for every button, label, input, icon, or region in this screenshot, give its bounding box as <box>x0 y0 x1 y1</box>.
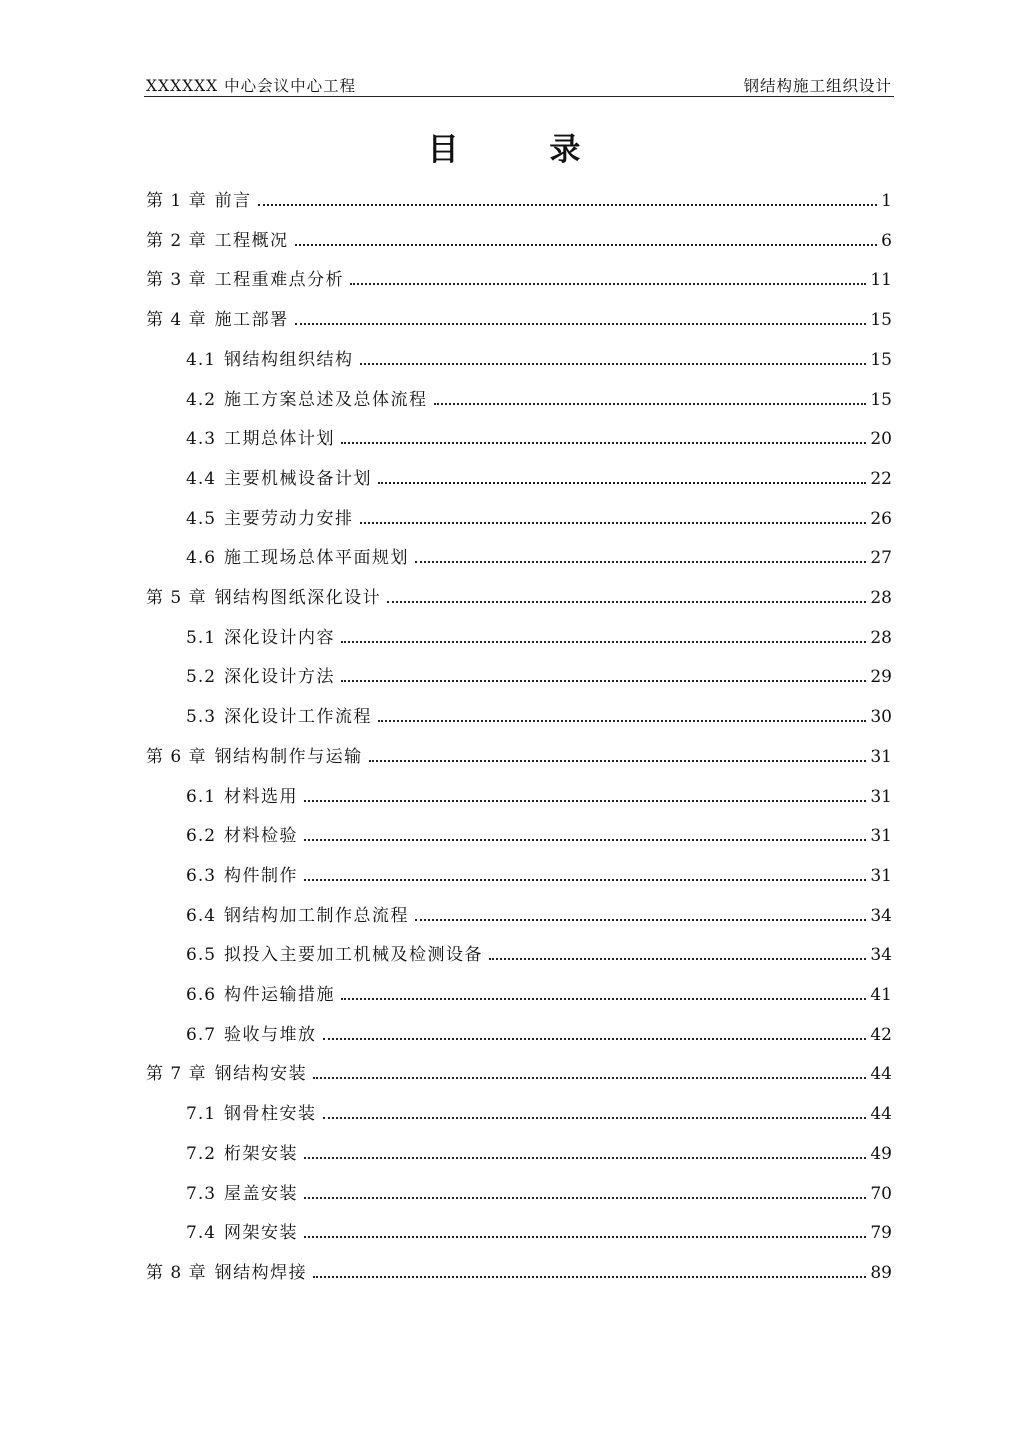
toc-entry-number: 第 6 章 <box>146 746 207 767</box>
toc-entry-number: 6.1 <box>186 786 217 807</box>
toc-dot-leader <box>341 680 866 682</box>
toc-dot-leader <box>341 998 866 1000</box>
toc-dot-leader <box>415 561 866 563</box>
toc-page-number: 89 <box>870 1262 892 1283</box>
toc-page-number: 41 <box>870 985 892 1005</box>
toc-page-number: 29 <box>870 667 892 688</box>
toc-entry-label <box>146 186 252 211</box>
toc-page-number: 30 <box>870 707 892 728</box>
toc-entry-number: 4.3 <box>186 429 217 450</box>
toc-page-number: 31 <box>870 786 892 807</box>
toc-dot-leader <box>304 800 866 802</box>
toc-entry-number: 6.5 <box>186 945 217 966</box>
toc-dot-leader <box>323 1117 867 1119</box>
toc-section-entry[interactable] <box>186 783 892 807</box>
toc-section-entry[interactable] <box>186 663 892 687</box>
toc-dot-leader <box>341 442 866 444</box>
toc-page-number: 20 <box>870 429 892 450</box>
toc-entry-text: 拟投入主要加工机械及检测设备 <box>224 945 484 966</box>
toc-page-number: 44 <box>870 1104 892 1125</box>
toc-section-entry[interactable] <box>186 465 892 489</box>
toc-entry-label <box>146 742 363 767</box>
toc-entry-label <box>146 305 289 330</box>
toc-entry-number: 第 1 章 <box>146 191 207 211</box>
toc-entry-number: 第 2 章 <box>146 230 207 251</box>
toc-entry-number: 4.1 <box>186 349 217 370</box>
toc-entry-number: 5.1 <box>186 627 217 648</box>
toc-dot-leader <box>434 403 867 405</box>
toc-entry-label <box>186 980 335 1005</box>
toc-dot-leader <box>415 919 866 921</box>
toc-page-number: 11 <box>870 270 892 291</box>
toc-entry-text: 钢骨柱安装 <box>224 1104 317 1125</box>
toc-entry-label <box>186 385 428 410</box>
toc-dot-leader <box>387 601 866 603</box>
toc-entry-label <box>146 583 381 608</box>
toc-page-number: 15 <box>870 349 892 370</box>
toc-section-entry[interactable] <box>186 862 892 886</box>
toc-entry-number: 5.2 <box>186 667 217 688</box>
toc-entry-text: 构件运输措施 <box>224 985 336 1005</box>
toc-section-entry[interactable] <box>186 822 892 846</box>
toc-entry-text: 材料选用 <box>224 786 299 807</box>
toc-entry-text: 主要机械设备计划 <box>224 468 373 489</box>
toc-entry-text: 前言 <box>214 191 252 211</box>
toc-page-number: 70 <box>870 1183 892 1204</box>
toc-dot-leader <box>304 879 866 881</box>
toc-entry-label <box>146 226 289 251</box>
toc-dot-leader <box>295 244 878 246</box>
toc-entry-text: 钢结构安装 <box>214 1064 308 1085</box>
toc-entry-text: 钢结构组织结构 <box>224 349 354 370</box>
toc-chapter-entry[interactable] <box>146 266 892 290</box>
toc-entry-label <box>186 1179 298 1204</box>
toc-dot-leader <box>360 363 867 365</box>
toc-page-number: 27 <box>870 548 892 569</box>
toc-chapter-entry[interactable] <box>146 227 892 251</box>
toc-entry-label <box>186 821 298 846</box>
toc-entry-label <box>146 1059 307 1084</box>
toc-section-entry[interactable] <box>186 1180 892 1204</box>
toc-chapter-entry[interactable] <box>146 1060 892 1084</box>
toc-section-entry[interactable] <box>186 902 892 926</box>
toc-dot-leader <box>378 482 866 484</box>
toc-entry-number: 4.2 <box>186 389 217 410</box>
toc-dot-leader <box>304 1157 866 1159</box>
toc-dot-leader <box>304 1197 866 1199</box>
toc-section-entry[interactable] <box>186 941 892 965</box>
toc-entry-text: 工程重难点分析 <box>214 270 345 291</box>
toc-entry-label <box>146 265 344 290</box>
toc-page-number: 31 <box>870 746 892 767</box>
toc-dot-leader <box>313 1077 866 1079</box>
toc-entry-number: 4.6 <box>186 548 217 569</box>
toc-entry-text: 网架安装 <box>224 1223 299 1244</box>
toc-page-number: 49 <box>870 1143 892 1164</box>
toc-page-number: 79 <box>870 1223 892 1244</box>
page-header <box>144 72 894 97</box>
toc-page-number: 22 <box>870 468 892 489</box>
toc-section-entry[interactable] <box>186 425 892 449</box>
toc-entry-text: 施工方案总述及总体流程 <box>224 389 428 410</box>
toc-dot-leader <box>323 1038 867 1040</box>
toc-entry-number: 第 3 章 <box>146 270 207 291</box>
toc-entry-text: 钢结构制作与运输 <box>214 746 363 767</box>
toc-page-number: 15 <box>870 389 892 410</box>
toc-entry-text: 桁架安装 <box>224 1143 299 1164</box>
toc-entry-label <box>186 543 409 568</box>
toc-entry-number: 第 4 章 <box>146 310 207 331</box>
toc-section-entry[interactable] <box>186 544 892 568</box>
toc-entry-number: 7.1 <box>186 1104 217 1125</box>
toc-entry-label <box>186 901 409 926</box>
toc-entry-number: 5.3 <box>186 707 217 728</box>
toc-entry-text: 施工部署 <box>214 310 289 331</box>
toc-entry-number: 7.2 <box>186 1143 217 1164</box>
toc-entry-text: 钢结构加工制作总流程 <box>224 905 410 926</box>
toc-page-number: 42 <box>870 1024 892 1045</box>
toc-entry-number: 4.4 <box>186 468 217 489</box>
toc-entry-label <box>186 1139 298 1164</box>
toc-dot-leader <box>341 641 866 643</box>
toc-dot-leader <box>304 1236 866 1238</box>
toc-entry-number: 4.5 <box>186 508 217 529</box>
toc-entry-text: 深化设计工作流程 <box>224 707 373 728</box>
toc-entry-label <box>186 662 335 687</box>
toc-section-entry[interactable] <box>186 624 892 648</box>
toc-page-number: 26 <box>870 508 892 529</box>
toc-entry-number: 6.7 <box>186 1024 217 1045</box>
toc-page-number: 31 <box>870 826 892 847</box>
toc-page-number: 34 <box>870 905 892 926</box>
toc-section-entry[interactable] <box>186 386 892 410</box>
toc-entry-text: 工程概况 <box>214 230 289 251</box>
toc-entry-text: 深化设计内容 <box>224 627 336 648</box>
toc-dot-leader <box>304 839 866 841</box>
toc-entry-label <box>186 345 354 370</box>
toc-entry-label <box>186 464 372 489</box>
toc-entry-label <box>186 702 372 727</box>
toc-entry-text: 验收与堆放 <box>224 1024 317 1045</box>
toc-entry-label <box>186 504 354 529</box>
toc-page-number: 34 <box>870 945 892 966</box>
toc-chapter-entry[interactable] <box>146 584 892 608</box>
toc-section-entry[interactable] <box>186 1140 892 1164</box>
toc-entry-label <box>186 1099 317 1124</box>
toc-entry-label <box>146 1258 307 1283</box>
toc-section-entry[interactable] <box>186 981 892 1005</box>
toc-section-entry[interactable] <box>186 505 892 529</box>
toc-dot-leader <box>360 522 867 524</box>
toc-entry-number: 6.3 <box>186 865 217 886</box>
toc-chapter-entry[interactable] <box>146 743 892 767</box>
toc-entry-number: 7.3 <box>186 1183 217 1204</box>
toc-dot-leader <box>258 204 878 206</box>
toc-entry-text: 深化设计方法 <box>224 667 336 688</box>
toc-entry-text: 钢结构焊接 <box>214 1262 308 1283</box>
toc-entry-text: 工期总体计划 <box>224 429 336 450</box>
toc-section-entry[interactable] <box>186 1100 892 1124</box>
toc-entry-number: 第 8 章 <box>146 1262 207 1283</box>
toc-entry-number: 7.4 <box>186 1223 217 1244</box>
toc-entry-label <box>186 861 298 886</box>
toc-section-entry[interactable] <box>186 703 892 727</box>
toc-page-number: 44 <box>870 1064 892 1085</box>
toc-page-number: 31 <box>870 865 892 886</box>
toc-chapter-entry[interactable] <box>146 1259 892 1283</box>
toc-entry-text: 施工现场总体平面规划 <box>224 548 410 569</box>
toc-dot-leader <box>350 283 866 285</box>
toc-page-number: 1 <box>881 191 892 211</box>
toc-title: 目 录 <box>427 132 621 168</box>
toc-entry-text: 构件制作 <box>224 865 299 886</box>
toc-dot-leader <box>489 958 866 960</box>
toc-chapter-entry[interactable] <box>146 306 892 330</box>
toc-entry-text: 主要劳动力安排 <box>224 508 354 529</box>
toc-entry-number: 第 7 章 <box>146 1064 207 1085</box>
toc-entry-label <box>186 1218 298 1243</box>
toc-dot-leader <box>369 760 867 762</box>
toc-page-number: 28 <box>870 588 892 608</box>
toc-dot-leader <box>313 1276 866 1278</box>
toc-entry-text: 钢结构图纸深化设计 <box>214 588 382 608</box>
toc-entry-number: 6.4 <box>186 905 217 926</box>
toc-page-number: 6 <box>881 230 892 251</box>
toc-entry-label <box>186 782 298 807</box>
toc-entry-number: 6.2 <box>186 826 217 847</box>
toc-entry-label <box>186 1020 317 1045</box>
toc-page-number: 28 <box>870 627 892 648</box>
toc-dot-leader <box>378 720 866 722</box>
toc-entry-text: 材料检验 <box>224 826 299 847</box>
toc-entry-label <box>186 424 335 449</box>
toc-page-number: 15 <box>870 310 892 331</box>
toc-chapter-entry[interactable] <box>146 187 892 211</box>
toc-section-entry[interactable] <box>186 1219 892 1243</box>
toc-entry-label <box>186 940 483 965</box>
header-project-name: XXXXXX 中心会议中心工程 <box>146 77 357 95</box>
toc-dot-leader <box>295 323 867 325</box>
toc-entry-number: 第 5 章 <box>146 588 207 608</box>
toc-section-entry[interactable] <box>186 346 892 370</box>
toc-section-entry[interactable] <box>186 1021 892 1045</box>
toc-entry-text: 屋盖安装 <box>224 1183 299 1204</box>
toc-entry-label <box>186 623 335 648</box>
toc-entry-number: 6.6 <box>186 985 217 1005</box>
header-document-title: 钢结构施工组织设计 <box>743 77 892 95</box>
